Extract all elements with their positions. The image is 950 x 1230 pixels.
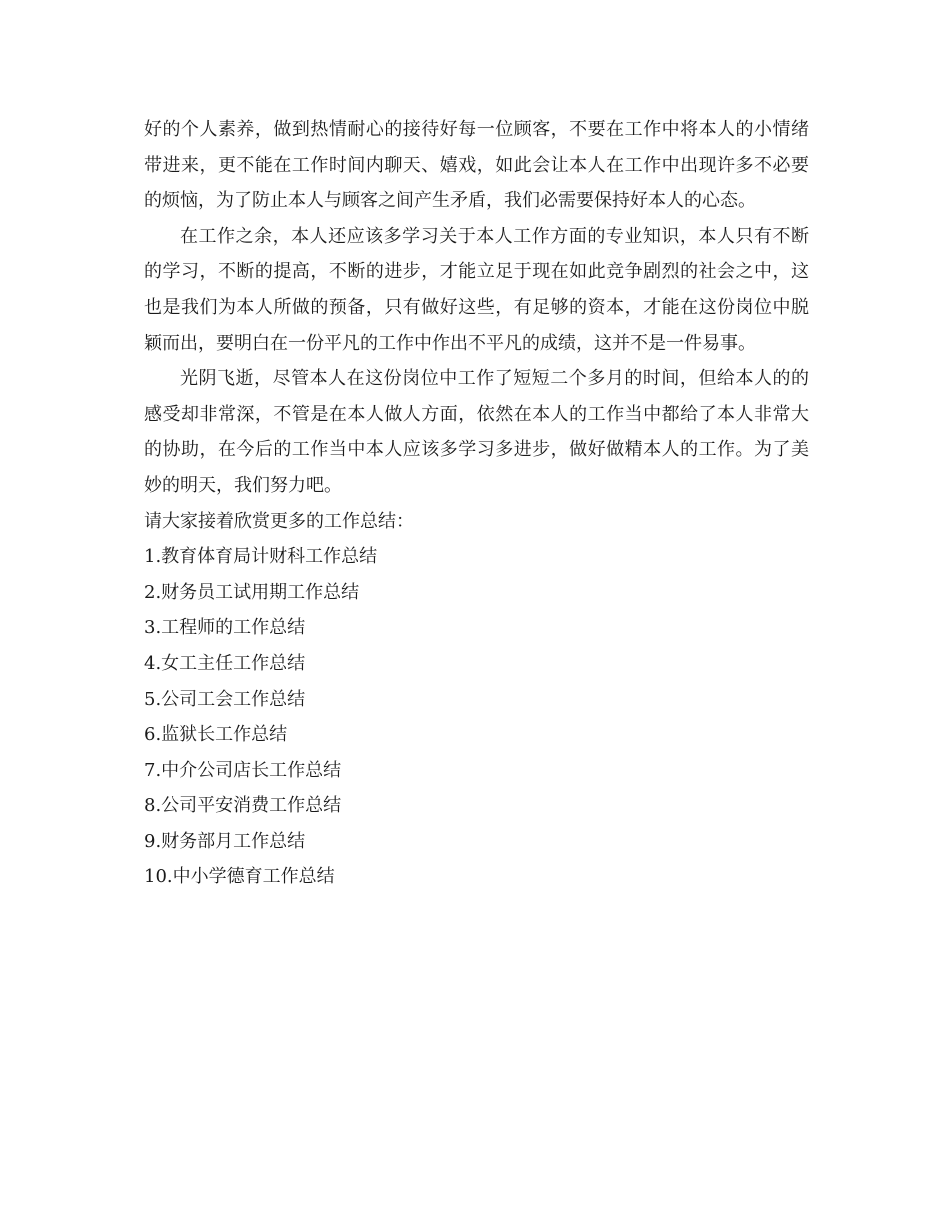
list-item[interactable]: 6.监狱长工作总结 xyxy=(144,724,288,746)
paragraph-3: 光阴飞逝，尽管本人在这份岗位中工作了短短二个多月的时间，但给本人的的感受却非常深，不管是在本人做人方面，依然在本人的工作当中都给了本人非常大的协助，在今后的工作当中本人应该多学习多进步，做好做精本人的工作。为了美妙的明天，我们努力吧。 xyxy=(144,368,809,496)
paragraph-1: 好的个人素养，做到热情耐心的接待好每一位顾客，不要在工作中将本人的小情绪带进来，更不能在工作时间内聊天、嬉戏，如此会让本人在工作中出现许多不必要的烦恼，为了防止本人与顾客之间产生矛盾，我们必需要保持好本人的心态。 xyxy=(144,119,809,212)
list-item[interactable]: 5.公司工会工作总结 xyxy=(144,688,306,710)
list-item[interactable]: 9.财务部月工作总结 xyxy=(144,830,306,852)
list-item[interactable]: 8.公司平安消费工作总结 xyxy=(144,795,342,817)
list-item[interactable]: 7.中介公司店长工作总结 xyxy=(144,759,342,781)
list-item[interactable]: 3.工程师的工作总结 xyxy=(144,617,306,639)
list-item[interactable]: 2.财务员工试用期工作总结 xyxy=(144,581,360,603)
document-body xyxy=(144,112,809,895)
paragraph-2: 在工作之余，本人还应该多学习关于本人工作方面的专业知识，本人只有不断的学习，不断的提高，不断的进步，才能立足于现在如此竞争剧烈的社会之中，这也是我们为本人所做的预备，只有做好这些，有足够的资本，才能在这份岗位中脱颖而出，要明白在一份平凡的工作中作出不平凡的成绩，这并不是一件易事。 xyxy=(144,225,809,354)
list-item[interactable]: 4.女工主任工作总结 xyxy=(144,652,306,674)
related-summary-list xyxy=(144,539,809,895)
list-item[interactable]: 1.教育体育局计财科工作总结 xyxy=(144,546,378,568)
more-intro: 请大家接着欣赏更多的工作总结： xyxy=(144,510,414,532)
list-item[interactable]: 10.中小学德育工作总结 xyxy=(144,866,335,888)
